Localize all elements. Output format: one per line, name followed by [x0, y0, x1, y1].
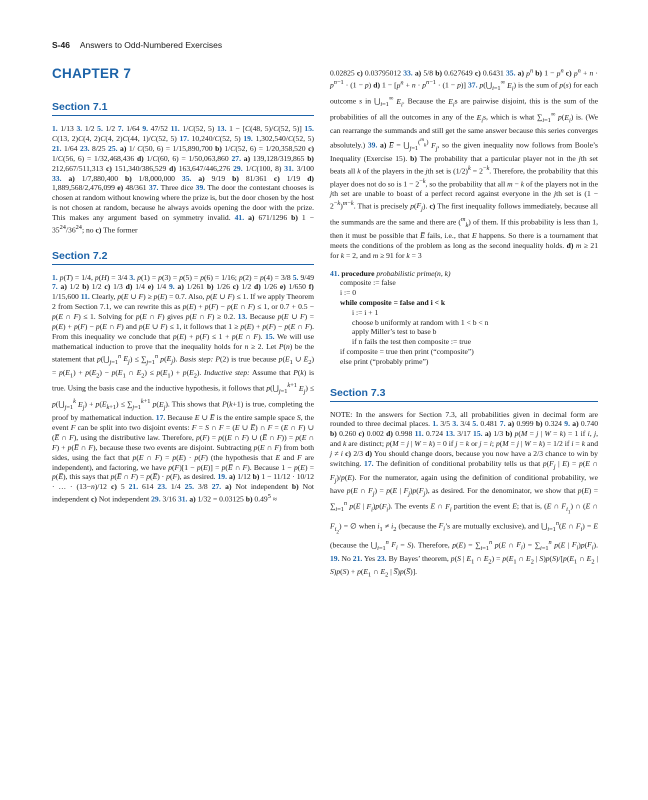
algorithm-line: if composite = true then print (“composite”) — [340, 346, 474, 356]
running-head — [52, 40, 612, 50]
page-number: S-46 — [52, 40, 70, 50]
left-column — [52, 66, 314, 513]
section-7-2-answers: 1. p(T) = 1/4, p(H) = 3/4 3. p(1) = p(3) = p(5) = p(6) = 1/16; p(2) = p(4) = 3/8 5. 9/49 7. a) 1/2 b) 1/2 c) 1/3 d) 1/4 e) 1/4 9. a) 1/261 b) 1/26 c) 1/2 d) 1/26 e) 1/650 f) 1/15,600 11. Clearly, p(E ∪ F) ≥ p(E) = 0.7. Also, p(E ∪ F) ≤ 1. If we apply Theorem 2 from Section 7.1, we can rewrite this as p(E) + p(F) − p(E ∩ F) ≤ 1, or 0.7 + 0.5 − p(E ∩ F) ≤ 1. Solving for p(E ∩ F) gives p(E ∩ F) ≥ 0.2. 13. Because p(E ∪ F) = p(E) + p(F) − p(E ∩ F) and p(E ∪ F) ≤ 1, it follows that 1 ≥ p(E) + p(F) − p(E ∩ F). From this inequality we conclude that p(E) + p(F) ≤ 1 + p(E ∩ F). 15. We will use mathematical induction to prove that the inequality holds for n ≥ 2. Let P(n) be the statement that $p(⋃_{j=1}^n$ $E_j) \le \sum_{j=1}^n$ $p(E_j)$. Basis step: P(2) is true because $p(E_1$ ∪ $E_2) = p(E_1) + p(E_2) - p(E_1$ ∩ $E_2) \le p(E_1) + p(E_2)$. Inductive step: Assume that P(k) is true. Using the basis case and the inductive hypothesis, it follows that $p(⋃_{j=1}^{k+1}$ $E_j$) ≤ $p(⋃_{j=1}^k$ $E_j) + p(E_{k+1}) \le \sum_{j=1}^{k+1}$ $p(E_j)$. This shows that P(k+1) is true, completing the proof by mathematical induction. 17. Because E ∪ E̅ is the entire sample space S, the event F can be split into two disjoint events: F = S ∩ F = (E ∪ E̅) ∩ F = (E ∩ F) ∪ (E̅ ∩ F), using the distributive law. Therefore, p(F) = p((E ∩ F) ∪ (E̅ ∩ F)) = p(E ∩ F) + p(E̅ ∩ F), because these two events are disjoint. Subtracting p(E ∩ F) from both sides, using the fact that p(E ∩ F) = p(E) · p(F) (the hypothesis that E and F are independent), and factoring, we have p(F)[1 − p(E)] = p(E̅ ∩ F). Because 1 − p(E) = p(E̅), this says that p(E̅ ∩ F) = p(E̅) · p(F), as desired. 19. a) 1/12 b) 1 − 11/12 · 10/12 · … · (13−n)/12 c) 5 21. 614 23. 1/4 25. 3/8 27. a) Not independent b) Not independent c) Not independent 29. 3/16 31. a) 1/32 = 0.03125 b) $0.49^5$ ≈ — [52, 272, 315, 504]
section-7-2-title: Section 7.2 — [52, 250, 314, 265]
chapter-heading: CHAPTER 7 — [52, 66, 132, 81]
algorithm-signature: probabilistic prime(n, k) — [376, 268, 451, 278]
section-7-2-answers-continued: 0.02825 c) 0.03795012 33. a) 5/8 b) 0.627649 c) 0.6431 35. a) $p^n$ b) $1 - p^n$ c) $p^n + n \cdot p^{n-1} \cdot (1 - p)$ d) $1 - [p^n + n \cdot p^{n-1} \cdot (1 - p)]$ 37. $p(⋃_{i=1}^\infty$ $E_i$) is the sum of p(s) for each outcome s in $⋃_{i=1}^\infty$ $E_i$. Because the $E_is$ are pairwise disjoint, this is the sum of the probabilities of all the outcomes in any of the $E_is$, which is what $\sum_{i=1}^\infty$ $p(E_i)$ is. (We can rearrange the summands and still get the same answer because this series converges absolutely.) 39. a) E̅ = $⋃_{j=1}^{(^m_k)}$ $F_j$, so the given inequality now follows from Boole’s Inequality (Exercise 15). b) The probability that a particular player not in the jth set beats all k of the players in the jth set is $(1/2)^k = 2^{-k}$. Therefore, the probability that this player does not do so is $1 - 2^{-k}$, so the probability that all m − k of the players not in the jth set are unable to boast of a perfect record against everyone in the jth set is $(1 - 2^{-k})^{m-k}$. That is precisely $p(F_j)$. c) The first inequality follows immediately, because all the summands are the same and there are ($^m_k$) of them. If this probability is less than 1, then it must be possible that E̅ fails, i.e., that E happens. So there is a tournament that meets the conditions of the problem as long as the second inequality holds. d) m ≥ 21 for k = 2, and m ≥ 91 for k = 3 — [330, 67, 599, 260]
section-7-3-answers: NOTE: In the answers for Section 7.3, all probabilities given in decimal form are rounded to three decimal places. 1. 3/5 3. 3/4 5. 0.481 7. a) 0.999 b) 0.324 9. a) 0.740 b) 0.260 c) 0.002 d) 0.998 11. 0.724 13. 3/17 15. a) 1/3 b) p(M = j | W = k) = 1 if i, j, and k are distinct; p(M = j | W = k) = 0 if j = k or j = i; p(M = j | W = k) = 1/2 if i = k and j ≠ i c) 2/3 d) You should change doors, because you now have a 2/3 chance to win by switching. 17. The definition of conditional probability tells us that $p(F_j$ | E) = p(E ∩ $F_j)/p(E)$. For the numerator, again using the definition of conditional probability, we have p(E ∩ $F_j) = p(E$ | $F_j)p(F_j)$, as desired. For the denominator, we show that $p(E) = \sum_{i=1}^n$ p(E | $F_i)p(F_i)$. The events E ∩ $F_i$ partition the event E; that is, (E ∩ $F_{i_1}$) ∩ (E ∩ $F_{i_2}$) = ∅ when $i_1 \ne i_2$ (because the $F_i’s$ are mutually exclusive), and $⋃_{i=1}^n(E$ ∩ $F_i) = E$ (because the $⋃_{i=1}^n$ $F_i = S$). Therefore, $p(E) = \sum_{i=1}^n$ p(E ∩ $F_i) = \sum_{i=1}^n$ p(E | $F_i)p(F_i)$. 19. No 21. Yes 23. By Bayes’ theorem, p(S | $E_1$ ∩ $E_2) = p(E_1$ ∩ $E_2$ | $S)p(S)/[p(E_1$ ∩ $E_2$ | $S)p(S) + p(E_1$ ∩ $E_2$ | S̅)p(S̅)]. — [330, 409, 599, 579]
algorithm-number: 41. — [330, 268, 340, 278]
algorithm-line: while composite = false and i < k — [340, 297, 446, 307]
algorithm-line: else print (“probably prime”) — [340, 356, 429, 366]
running-head-title: Answers to Odd-Numbered Exercises — [79, 40, 223, 50]
algorithm-header — [330, 269, 598, 279]
section-7-3-title: Section 7.3 — [330, 387, 598, 402]
algorithm-line: composite := false — [340, 278, 396, 288]
algorithm-line: apply Miller’s test to base b — [352, 327, 437, 337]
algorithm-keyword: procedure — [341, 268, 375, 278]
algorithm-line: i := i + 1 — [352, 307, 379, 317]
section-7-1-title: Section 7.1 — [52, 101, 314, 116]
algorithm-line: if n fails the test then composite := true — [352, 337, 472, 347]
algorithm-41 — [330, 269, 598, 367]
section-7-1-answers: 1. 1/13 3. 1/2 5. 1/2 7. 1/64 9. 47/52 11. 1/C(52, 5) 13. 1 − [C(48, 5)/C(52, 5)] 15. C(13, 2)C(4, 2)C(4, 2)C(44, 1)/C(52, 5) 17. 10,240/C(52, 5) 19. 1,302,540/C(52, 5) 21. 1/64 23. 8/25 25. a) 1/ C(50, 6) = 1/15,890,700 b) 1/C(52, 6) = 1/20,358,520 c) 1/C(56, 6) = 1/32,468,436 d) 1/C(60, 6) = 1/50,063,860 27. a) 139,128/319,865 b) 212,667/511,313 c) 151,340/386,529 d) 163,647/446,276 29. 1/C(100, 8) 31. 3/100 33. a) 1/7,880,400 b) 1/8,000,000 35. a) 9/19 b) 81/361 c) 1/19 d) 1,889,568/2,476,099 e) 48/361 37. Three dice 39. The door the contestant chooses is chosen at random without knowing where the prize is, but the door chosen by the host is not chosen at random, because he always avoids opening the door with the prize. This makes any argument based on symmetry invalid. 41. a) 671/1296 b) $1 - 35^{24}/36^{24}$; no c) The former — [52, 124, 314, 235]
algorithm-line: i := 0 — [340, 288, 357, 298]
right-column — [330, 66, 598, 589]
algorithm-line: choose b uniformly at random with 1 < b < n — [352, 317, 489, 327]
